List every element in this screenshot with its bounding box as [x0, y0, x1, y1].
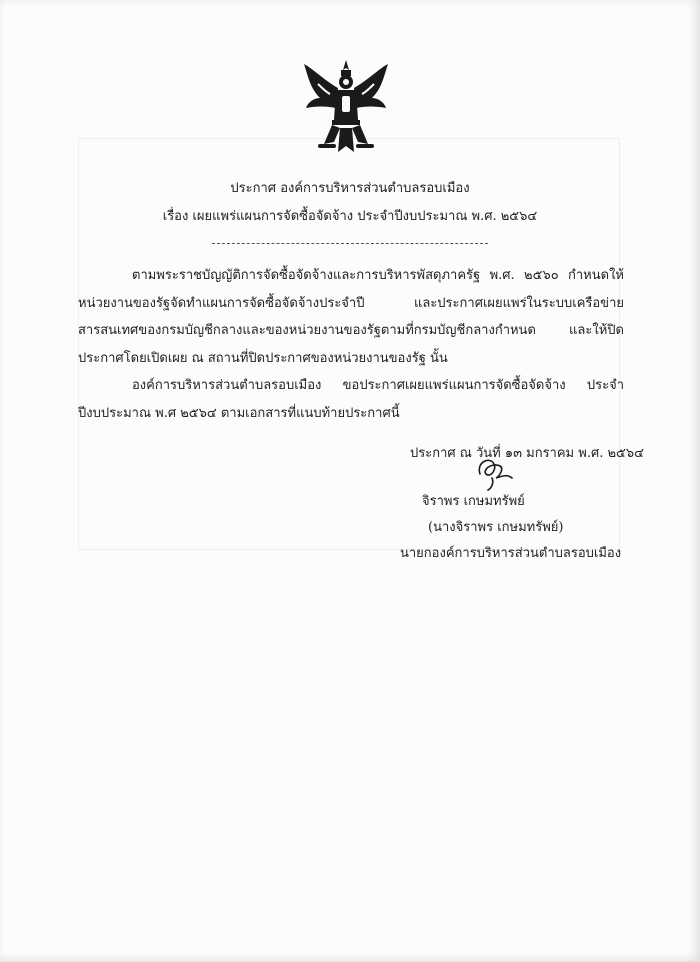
garuda-emblem-icon	[300, 58, 392, 156]
handwritten-signature-icon	[470, 452, 518, 492]
body-paragraph-1	[78, 262, 624, 372]
body-paragraph-1-text: ตามพระราชบัญญัติการจัดซื้อจัดจ้างและการบริหารพัสดุภาครัฐ พ.ศ. ๒๕๖๐ กำหนดให้หน่วยงานของรัฐจัดทำแผนการจัดซื้อจัดจ้างประจำปี และประกาศเผยแพร่ในระบบเครือข่ายสารสนเทศของกรมบัญชีกลางและของหน่วยงานของรัฐตามที่กรมบัญชีกลางกำหนด และให้ปิดประกาศโดยเปิดเผย ณ สถานที่ปิดประกาศของหน่วยงานของรัฐ นั้น	[78, 268, 624, 366]
body-paragraph-2-text: องค์การบริหารส่วนตำบลรอบเมือง ขอประกาศเผยแพร่แผนการจัดซื้อจัดจ้าง ประจำปีงบประมาณ พ.ศ ๒๕๖๔ ตามเอกสารที่แนบท้ายประกาศนี้	[78, 378, 624, 421]
signer-position: นายกองค์การบริหารส่วนตำบลรอบเมือง	[400, 546, 622, 561]
announcement-subject: เรื่อง เผยแพร่แผนการจัดซื้อจัดจ้าง ประจำปีงบประมาณ พ.ศ. ๒๕๖๔	[162, 209, 538, 224]
signer-name: จิราพร เกษมทรัพย์	[422, 494, 525, 509]
announcement-title: ประกาศ องค์การบริหารส่วนตำบลรอบเมือง	[230, 181, 470, 196]
body-paragraph-2	[78, 372, 624, 427]
signer-full-name: (นางจิราพร เกษมทรัพย์)	[428, 520, 564, 535]
divider	[212, 243, 488, 244]
date-line: ประกาศ ณ วันที่ ๑๓ มกราคม พ.ศ. ๒๕๖๔	[410, 446, 644, 461]
